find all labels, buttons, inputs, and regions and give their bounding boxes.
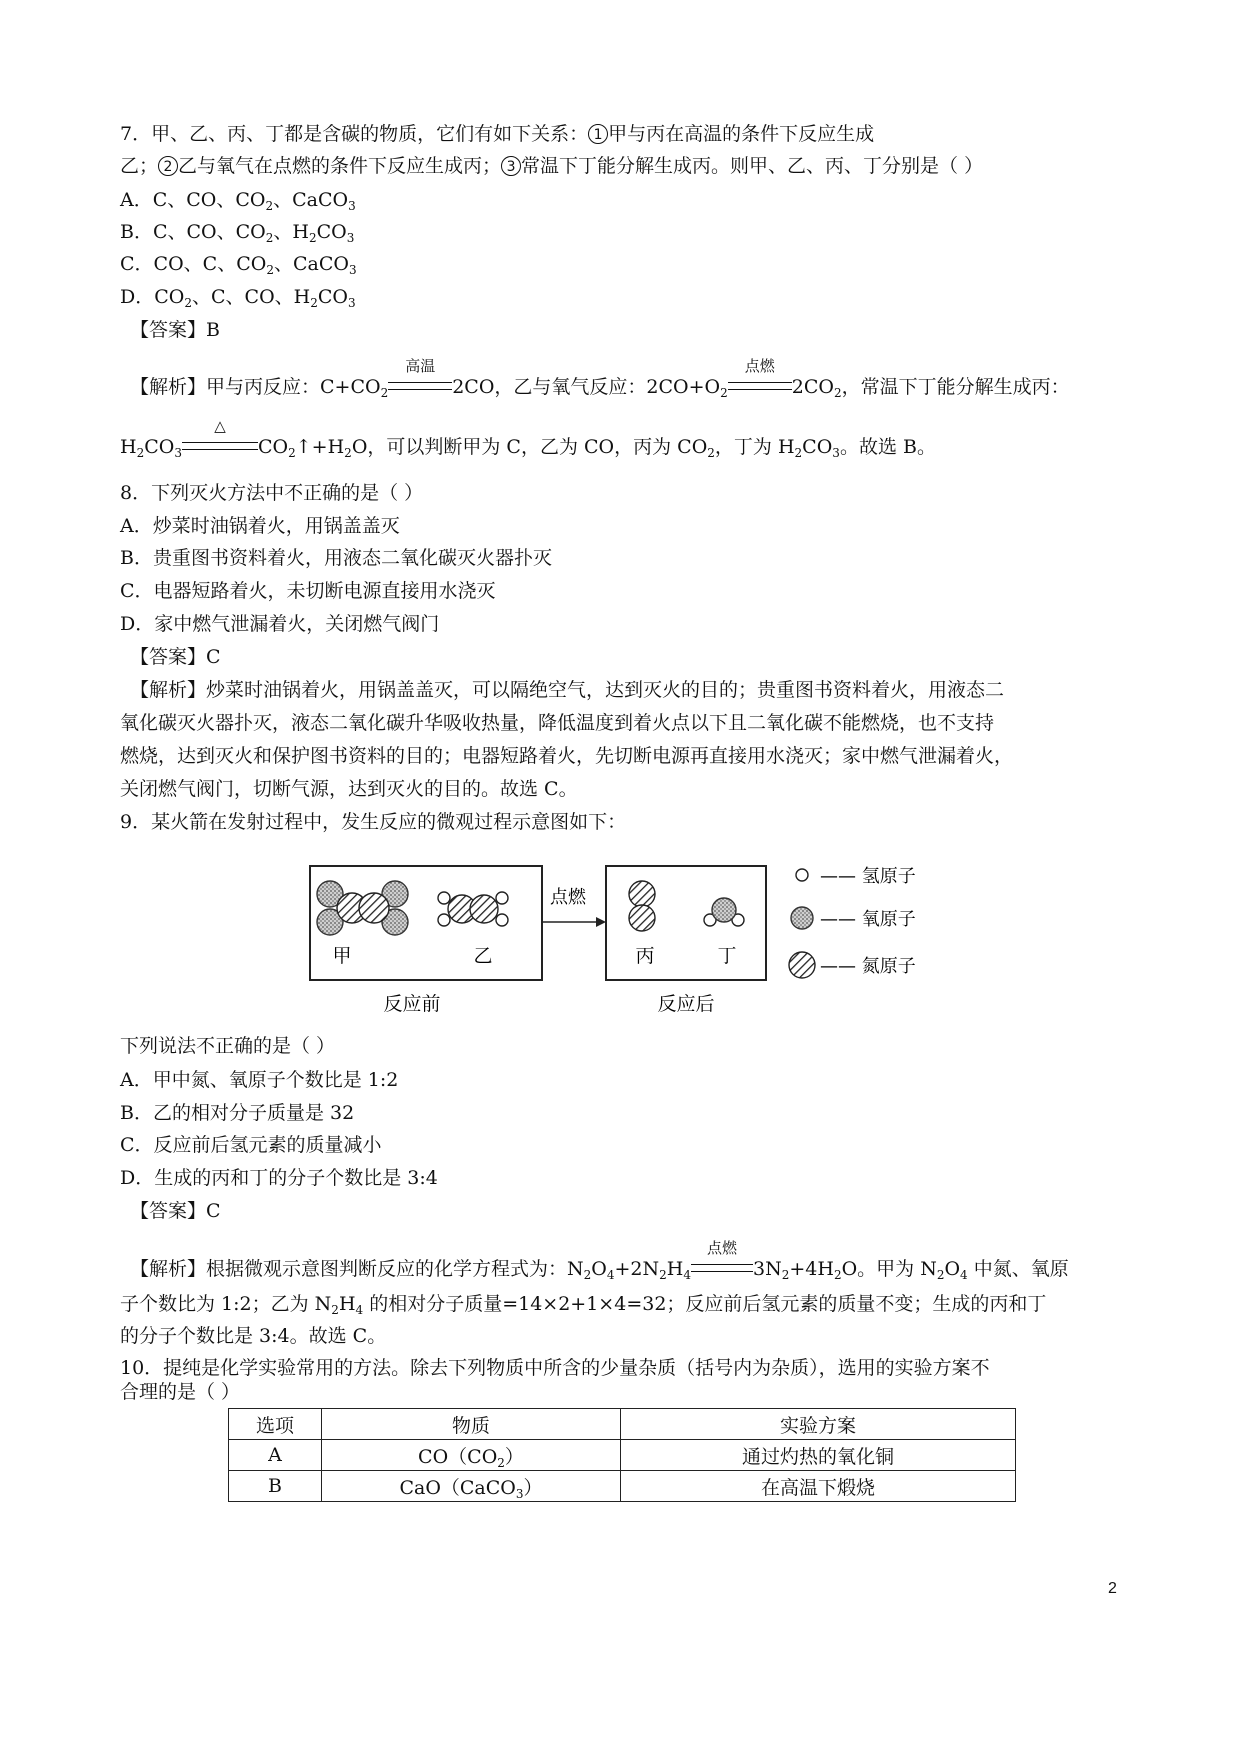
legend-nitrogen-swatch bbox=[789, 952, 815, 978]
q7-option-b: B．C、CO、$CO_2$、$H_2CO_3$ bbox=[120, 221, 355, 245]
cell-option: A bbox=[229, 1440, 322, 1471]
q8-analysis-line4: 关闭燃气阀门，切断气源，达到灭火的目的。故选 C。 bbox=[120, 778, 578, 800]
q9-answer: 【答案】C bbox=[130, 1200, 221, 1222]
q8-stem: 8．下列灭火方法中不正确的是（ ） bbox=[120, 482, 424, 504]
reaction-arrow-ignite: 点燃 bbox=[728, 375, 792, 399]
cell-plan: 通过灼热的氧化铜 bbox=[621, 1440, 1016, 1471]
q9-option-b: B．乙的相对分子质量是 32 bbox=[120, 1102, 355, 1124]
arrow-head bbox=[596, 917, 606, 927]
reaction-arrow-ignite-2: 点燃 bbox=[691, 1257, 753, 1281]
q7-stem-line2: 乙； 2 乙与氧气在点燃的条件下反应生成丙； 3 常温下丁能分解生成丙。则甲、乙、丙、丁分别是（ ） bbox=[120, 155, 984, 177]
arrow-condition: 点燃 bbox=[550, 887, 586, 908]
q8-analysis-line2: 氧化碳灭火器扑灭，液态二氧化碳升华吸收热量，降低温度到着火点以下且二氧化碳不能燃烧，也不支持 bbox=[120, 712, 995, 734]
label-yi: 乙 bbox=[473, 945, 493, 967]
reaction-arrow-heat: △ bbox=[182, 435, 258, 459]
q8-option-d: D．家中燃气泄漏着火，关闭燃气阀门 bbox=[120, 613, 440, 635]
cell-plan: 在高温下煅烧 bbox=[621, 1471, 1016, 1502]
label-ding: 丁 bbox=[717, 945, 737, 967]
label-bing: 丙 bbox=[635, 945, 655, 967]
cell-substance: CaO（CaCO$_3$） bbox=[322, 1471, 621, 1502]
legend-oxygen-swatch bbox=[791, 907, 813, 929]
label-before: 反应前 bbox=[383, 993, 441, 1015]
q9-option-a: A．甲中氮、氧原子个数比是 1:2 bbox=[120, 1069, 399, 1091]
header-option: 选项 bbox=[229, 1409, 322, 1440]
q7-option-c: C．CO、C、$CO_2$、CaCO$_3$ bbox=[120, 253, 357, 277]
reaction-micro-diagram bbox=[290, 850, 940, 1020]
legend bbox=[789, 866, 916, 978]
molecule-yi bbox=[438, 892, 508, 926]
circled-number-1: 1 bbox=[588, 124, 608, 144]
q7-analysis-line2: $H_2CO_3$ △ $CO_2↑+H_2O$，可以判断甲为 C，乙为 CO，丙为 $CO_2$，丁为 $H_2CO_3$。故选 B。 bbox=[120, 417, 936, 460]
q10-stem-line2: 合理的是（ ） bbox=[120, 1381, 241, 1403]
q7-option-a: A．C、CO、$CO_2$、CaCO$_3$ bbox=[120, 189, 356, 213]
purification-table bbox=[228, 1408, 1016, 1502]
q7-option-d: D．$CO_2$、C、CO、$H_2CO_3$ bbox=[120, 286, 356, 310]
q9-analysis-line1: 【解析】根据微观示意图判断反应的化学方程式为：$N_2O_4+2N_2H_4$ 点燃 $3N_2+4H_2O$。甲为 $N_2O_4$ 中氮、氧原 bbox=[130, 1239, 1069, 1282]
q10-stem-line1: 10．提纯是化学实验常用的方法。除去下列物质中所含的少量杂质（括号内为杂质），选用的实验方案不 bbox=[120, 1357, 990, 1379]
legend-nitrogen: —— 氮原子 bbox=[820, 956, 916, 977]
q8-analysis-line3: 燃烧，达到灭火和保护图书资料的目的；电器短路着火，先切断电源再直接用水浇灭；家中燃气泄漏着火， bbox=[120, 745, 1014, 767]
circled-number-3: 3 bbox=[501, 156, 521, 176]
q8-answer: 【答案】C bbox=[130, 646, 221, 668]
table-row bbox=[229, 1440, 1016, 1471]
q9-prompt: 下列说法不正确的是（ ） bbox=[120, 1035, 336, 1057]
molecule-bing bbox=[629, 881, 655, 931]
cell-option: B bbox=[229, 1471, 322, 1502]
page-number: 2 bbox=[1108, 1580, 1117, 1597]
q7-stem-line1: 7．甲、乙、丙、丁都是含碳的物质，它们有如下关系： 1 甲与丙在高温的条件下反应生成 bbox=[120, 123, 875, 145]
q8-option-b: B．贵重图书资料着火，用液态二氧化碳灭火器扑灭 bbox=[120, 547, 552, 569]
q9-option-c: C．反应前后氢元素的质量减小 bbox=[120, 1134, 382, 1156]
label-jia: 甲 bbox=[332, 945, 352, 967]
molecule-jia bbox=[317, 881, 408, 935]
table-header-row bbox=[229, 1409, 1016, 1440]
legend-hydrogen-swatch bbox=[796, 869, 808, 881]
q8-analysis-line1: 【解析】炒菜时油锅着火，用锅盖盖灭，可以隔绝空气，达到灭火的目的；贵重图书资料着火，用液态二 bbox=[130, 679, 1005, 701]
q8-option-c: C．电器短路着火，未切断电源直接用水浇灭 bbox=[120, 580, 496, 602]
q7-analysis-line1: 【解析】甲与丙反应：$C+CO_2$ 高温 2CO，乙与氧气反应：$2CO+O_2$ 点燃 $2CO_2$，常温下丁能分解生成丙： bbox=[130, 357, 1070, 400]
header-plan: 实验方案 bbox=[621, 1409, 1016, 1440]
q9-option-d: D．生成的丙和丁的分子个数比是 3:4 bbox=[120, 1167, 438, 1189]
q7-answer: 【答案】B bbox=[130, 319, 220, 341]
table-row bbox=[229, 1471, 1016, 1502]
molecule-ding bbox=[704, 898, 744, 926]
header-substance: 物质 bbox=[322, 1409, 621, 1440]
circled-number-2: 2 bbox=[158, 156, 178, 176]
label-after: 反应后 bbox=[657, 993, 715, 1015]
q9-analysis-line3: 的分子个数比是 3:4。故选 C。 bbox=[120, 1325, 387, 1347]
q8-option-a: A．炒菜时油锅着火，用锅盖盖灭 bbox=[120, 515, 400, 537]
legend-oxygen: —— 氧原子 bbox=[820, 909, 916, 930]
cell-substance: $CO(CO_2)$ bbox=[322, 1440, 621, 1471]
q9-stem: 9．某火箭在发射过程中，发生反应的微观过程示意图如下： bbox=[120, 811, 627, 833]
reaction-arrow-high-temp: 高温 bbox=[388, 375, 452, 399]
legend-hydrogen: —— 氢原子 bbox=[820, 866, 916, 887]
q9-analysis-line2: 子个数比为 1:2；乙为 $N_2H_4$ 的相对分子质量=14×2+1×4=32；反应前后氢元素的质量不变；生成的丙和丁 bbox=[120, 1293, 1047, 1317]
